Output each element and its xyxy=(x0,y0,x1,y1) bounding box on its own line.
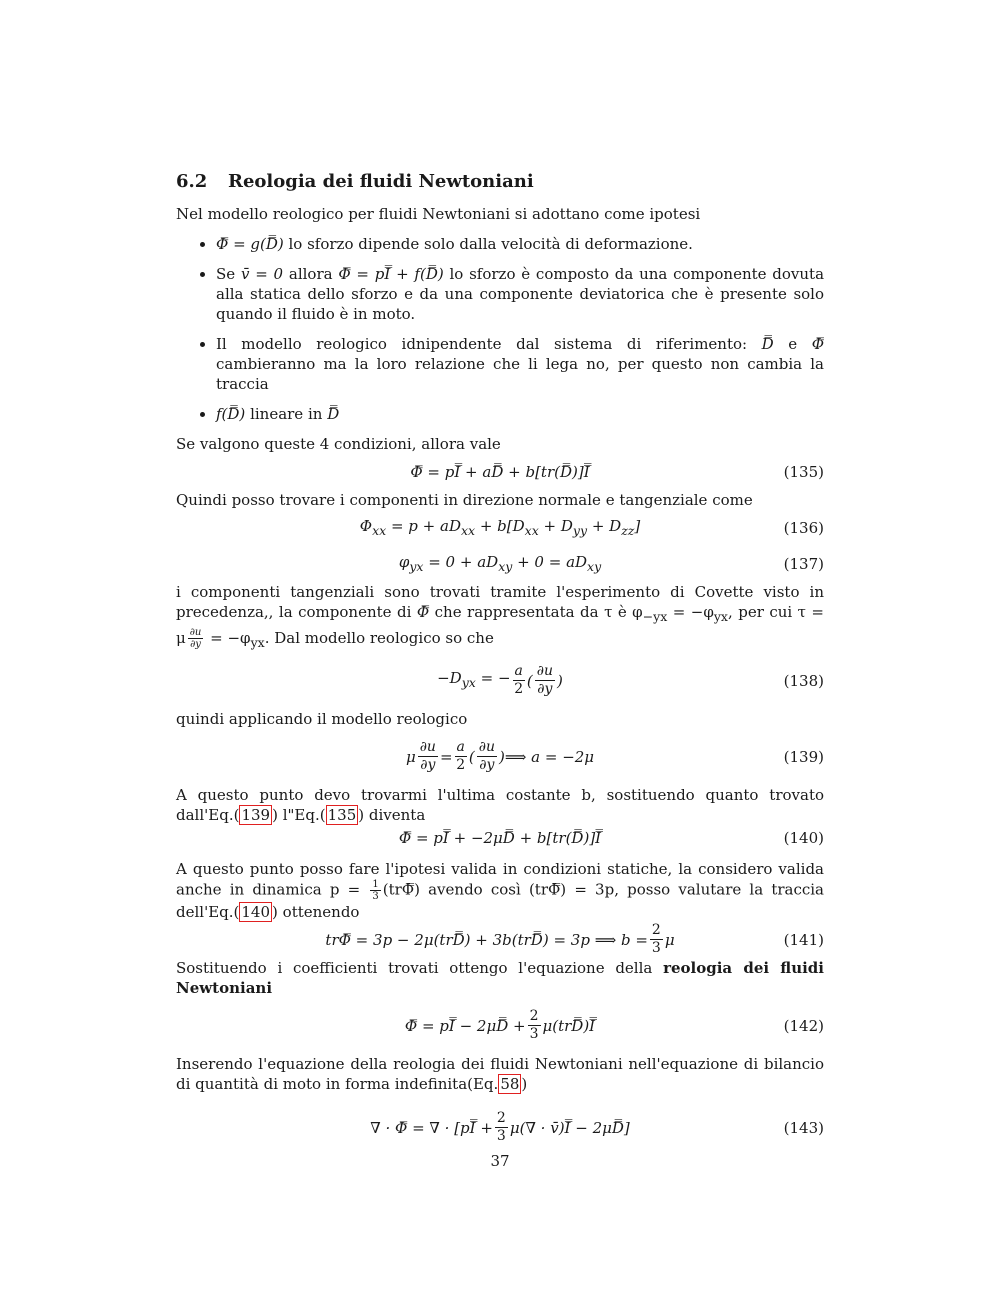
equation-139: μ $\frac{\partial u}{\partial y}$ = $\frac{a}{2}$ ( $\frac{\partial u}{\partial y}$ ) ⟹ a = −2μ (139) xyxy=(405,739,824,773)
section-number: 6.2 xyxy=(176,171,208,192)
intro-paragraph: Nel modello reologico per fluidi Newtoniani si adottano come ipotesi xyxy=(176,205,701,223)
fraction: $\frac{a}{2}$ xyxy=(456,739,466,773)
paragraph: Se valgono queste 4 condizioni, allora vale xyxy=(176,435,501,453)
paragraph: Quindi posso trovare i componenti in direzione normale e tangenziale come xyxy=(176,491,753,509)
paragraph: A questo punto devo trovarmi l'ultima costante b, sostituendo quanto trovato dall'Eq.( 139 ) l"Eq.( 135 ) diventa xyxy=(176,785,824,824)
equation-140: Φ̿ = pI̿ + −2μD̿ + b[tr(D̿)]I̿ (140) xyxy=(398,828,824,847)
fraction: $\frac{2}{3}$ xyxy=(529,1008,539,1042)
equation-138: $-D_{yx}$ = − $\frac{a}{2}$ ( $\frac{\partial u}{\partial y}$ ) (138) xyxy=(437,663,824,697)
hypothesis-list xyxy=(176,234,824,424)
paragraph: i componenti tangenziali sono trovati tramite l'esperimento di Covette visto in precedenza,, la componente di Φ̿ che rappresentata da τ è $\varphi_{-yx} = -\varphi_{yx}$, per cui τ = μ $\frac{\partial u}{\partial y}$ = $-\varphi_{yx}$. Dal modello reologico so che xyxy=(176,583,824,650)
fraction: $\frac{\partial u}{\partial y}$ xyxy=(536,663,554,697)
equation-link[interactable]: 139 xyxy=(241,805,271,824)
fraction: $\frac{\partial u}{\partial y}$ xyxy=(478,739,496,773)
page-body xyxy=(176,172,824,1156)
section-title: Reologia dei fluidi Newtoniani xyxy=(228,171,534,192)
equation-link[interactable]: 58 xyxy=(500,1074,520,1093)
equation-141: trΦ̿ = 3p − 2μ(trD̿) + 3b(trD̿) = 3p ⟹ b = $\frac{2}{3}$ μ (141) xyxy=(325,922,824,956)
fraction: $\frac{a}{2}$ xyxy=(514,663,524,697)
list-item: • Se v̄ = 0 allora Φ̿ = pI̿ + f(D̿) lo sforzo è composto da una componente dovuta alla statica dello sforzo e da una componente deviatorica che è presente solo quando il fluido è in moto. xyxy=(216,264,824,324)
equation-link[interactable]: 140 xyxy=(241,902,271,921)
equation-136: $\Phi_{xx} = p + aD_{xx} + b[D_{xx} + D_{yy} + D_{zz}]$ (136) xyxy=(359,516,824,538)
list-item: • f(D̿) lineare in D̿ xyxy=(216,404,824,424)
equation-link[interactable]: 135 xyxy=(327,805,357,824)
paragraph: quindi applicando il modello reologico xyxy=(176,709,468,728)
fraction: $\frac{\partial u}{\partial y}$ xyxy=(419,739,436,773)
list-item: • Φ̿ = g(D̿) lo sforzo dipende solo dalla velocità di deformazione. xyxy=(216,234,824,254)
equation-143: ∇ · Φ̿ = ∇ · [pI̿ + $\frac{2}{3}$ μ(∇ · v̄)I̿ − 2μD̿] (143) xyxy=(370,1110,824,1144)
paragraph: Sostituendo i coefficienti trovati ottengo l'equazione della reologia dei fluidi Newtoniani xyxy=(176,958,824,997)
fraction: $\frac{\partial u}{\partial y}$ xyxy=(189,627,202,650)
section-heading xyxy=(176,172,824,192)
paragraph: A questo punto posso fare l'ipotesi valida in condizioni statiche, la considero valida anche in dinamica p = $\frac{1}{3}$ (trΦ̿) avendo così (trΦ̿) = 3p, posso valutare la traccia dell'Eq.( 140 ) ottenendo xyxy=(176,859,824,921)
fraction: $\frac{2}{3}$ xyxy=(651,922,661,956)
fraction: $\frac{2}{3}$ xyxy=(496,1110,506,1144)
page-number: 37 xyxy=(490,1152,510,1170)
list-item: • Il modello reologico idnipendente dal sistema di riferimento: D̿ e Φ̿ cambieranno ma la loro relazione che li lega no, per questo non cambia la traccia xyxy=(216,334,824,394)
equation-137: $\varphi_{yx} = 0 + aD_{xy} + 0 = aD_{xy}$ (137) xyxy=(398,552,824,574)
equation-135: Φ̿ = pI̿ + aD̿ + b[tr(D̿)]I̿ (135) xyxy=(410,463,824,481)
equation-142: Φ̿ = pI̿ − 2μD̿ + $\frac{2}{3}$ μ(trD̿)I̿ (142) xyxy=(404,1008,824,1042)
fraction: $\frac{1}{3}$ xyxy=(372,878,379,902)
paragraph: Inserendo l'equazione della reologia dei fluidi Newtoniani nell'equazione di bilancio di quantità di moto in forma indefinita(Eq. 58 ) xyxy=(176,1054,824,1093)
